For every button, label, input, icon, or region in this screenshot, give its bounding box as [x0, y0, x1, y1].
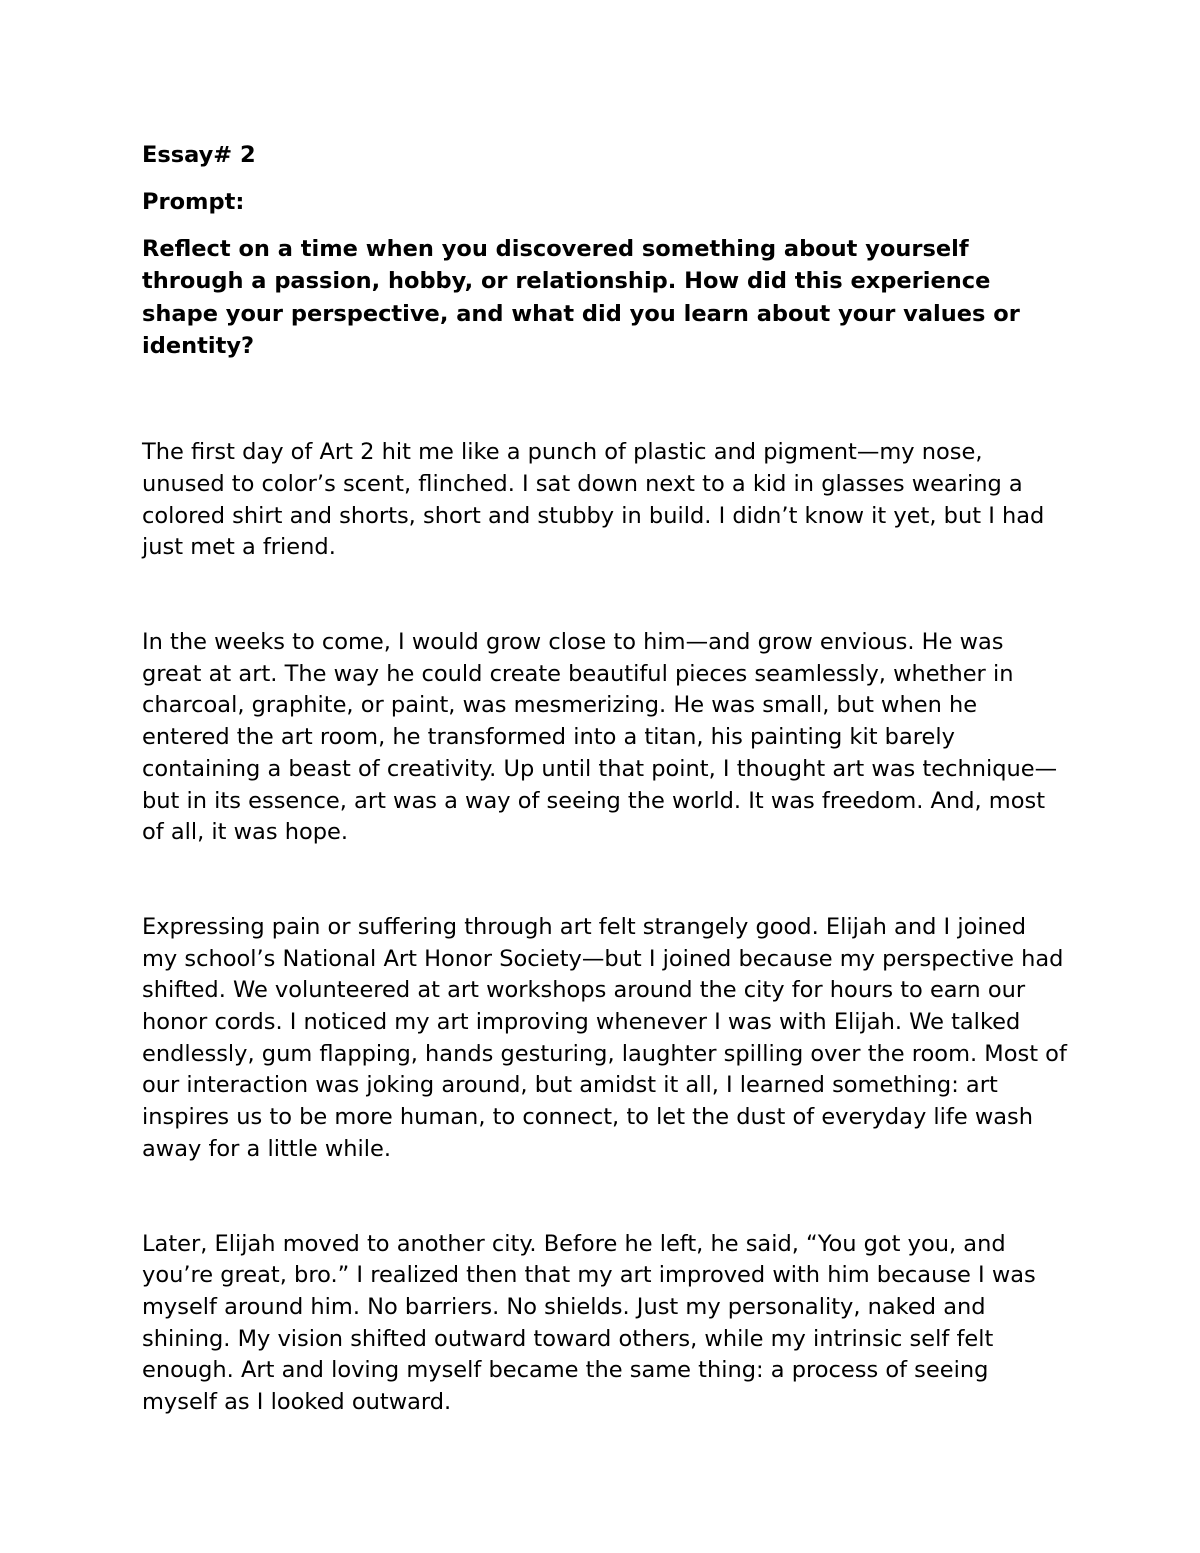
prompt-label: Prompt: [142, 189, 245, 215]
essay-paragraph-4: Later, Elijah moved to another city. Before he left, he said, “You got you, and you’re great, bro.” I realized then that my art improved with him because I was myself around him. No barriers. No shields. Just my personality, naked and shining. My vision shifted outward toward others, while my intrinsic self felt enough. Art and loving myself became the same thing: a process of seeing myself as I looked outward. [142, 1230, 1036, 1416]
prompt-text: Reflect on a time when you discovered something about yourself through a passion, hobby, or relationship. How did this experience shape your perspective, and what did you learn about your values or identity? [142, 236, 1020, 359]
essay-paragraph-2: In the weeks to come, I would grow close to him—and grow envious. He was great at art. The way he could create beautiful pieces seamlessly, whether in charcoal, graphite, or paint, was mesmerizing. He was small, but when he entered the art room, he transformed into a titan, his painting kit barely containing a beast of creativity. Up until that point, I thought art was technique—but in its essence, art was a way of seeing the world. It was freedom. And, most of all, it was hope. [142, 629, 1058, 846]
essay-paragraph-3: Expressing pain or suffering through art felt strangely good. Elijah and I joined my school’s National Art Honor Society—but I joined because my perspective had shifted. We volunteered at art workshops around the city for hours to earn our honor cords. I noticed my art improving whenever I was with Elijah. We talked endlessly, gum flapping, hands gesturing, laughter spilling over the room. Most of our interaction was joking around, but amidst it all, I learned something: art inspires us to be more human, to connect, to let the dust of everyday life wash away for a little while. [142, 913, 1067, 1162]
essay-number: Essay# 2 [142, 142, 256, 168]
document-body [142, 139, 1072, 1419]
essay-paragraph-1: The first day of Art 2 hit me like a punch of plastic and pigment—my nose, unused to color’s scent, flinched. I sat down next to a kid in glasses wearing a colored shirt and shorts, short and stubby in build. I didn’t know it yet, but I had just met a friend. [142, 439, 1045, 561]
